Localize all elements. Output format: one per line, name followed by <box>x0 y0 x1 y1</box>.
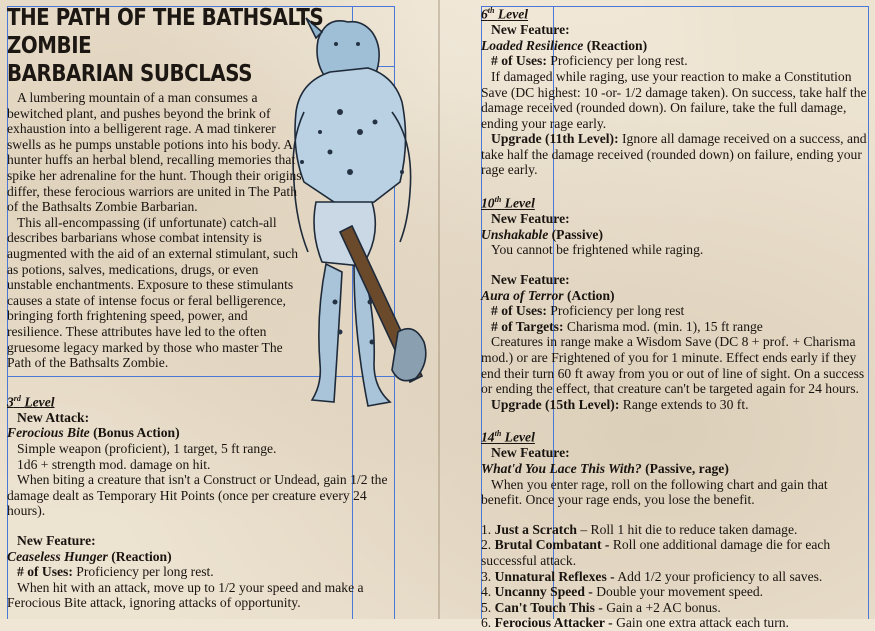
title-line: BARBARIAN SUBCLASS <box>7 61 253 87</box>
feature-uses: # of Uses: Proficiency per long rest. <box>17 564 214 580</box>
list-item: 5. Can't Touch This - Gain a +2 AC bonus. <box>481 599 721 615</box>
level-heading: 10th Level <box>481 195 535 211</box>
feature-uses: # of Uses: Proficiency per long rest <box>491 303 685 319</box>
list-item: 3. Unnatural Reflexes - Add 1/2 your proficiency to all saves. <box>481 568 823 584</box>
benefit-list <box>481 522 871 631</box>
page-fold <box>438 0 440 619</box>
feature-name: Aura of Terror (Action) <box>481 287 615 303</box>
left-page <box>7 0 397 611</box>
feature-kind: New Feature: <box>491 22 570 38</box>
level-heading: 6th Level <box>481 6 529 22</box>
feature-kind: New Feature: <box>491 211 570 227</box>
feature-name: Loaded Resilience (Reaction) <box>481 37 648 53</box>
feature-kind: New Feature: <box>17 532 96 548</box>
list-item: 4. Uncanny Speed - Double your movement speed. <box>481 584 764 600</box>
feature-text: When hit with an attack, move up to 1/2 your speed and make a Ferocious Bite attack, ignoring attacks of opportunity. <box>7 579 364 611</box>
level-heading: 14th Level <box>481 429 535 445</box>
list-item: 1. Just a Scratch – Roll 1 hit die to reduce taken damage. <box>481 521 798 537</box>
feature-kind: New Feature: <box>491 271 570 287</box>
feature-upgrade: Upgrade (11th Level): Ignore all damage received on a success, and take half the damage received (rounded down) on failure, ending your rage early. <box>481 131 867 178</box>
right-page <box>481 0 871 631</box>
intro-paragraph: A lumbering mountain of a man consumes a bewitched plant, and pushes beyond the brink of exhaustion into a belligerent rage. A mad tinkerer swells as he pumps unstable potions into his body. A hunter huffs an herbal blend, recalling memories that spike her adrenaline for the hunt. Though their origins differ, these ferocious warriors are united in The Path of the Bathsalts Zombie Barbarian. <box>7 90 302 215</box>
title-line: THE PATH OF THE BATHSALTS ZOMBIE <box>7 5 324 59</box>
feature-text: Simple weapon (proficient), 1 target, 5 ft range. <box>17 441 277 456</box>
feature-text: You cannot be frightened while raging. <box>491 242 704 258</box>
feature-name: What'd You Lace This With? (Passive, rage) <box>481 461 729 477</box>
feature-kind: New Attack: <box>17 409 90 425</box>
feature-text: 1d6 + strength mod. damage on hit. <box>17 456 211 472</box>
level-heading: 3rd Level <box>7 393 55 410</box>
feature-text: When biting a creature that isn't a Construct or Undead, gain 1/2 the damage dealt as Temporary Hit Points (once per creature every 24 hours). <box>7 472 388 519</box>
feature-upgrade: Upgrade (15th Level): Range extends to 30 ft. <box>491 396 749 412</box>
feature-kind: New Feature: <box>491 445 570 461</box>
page-title <box>7 4 351 88</box>
feature-targets: # of Targets: Charisma mod. (min. 1), 15 ft range <box>491 318 763 334</box>
feature-text: When you enter rage, roll on the following chart and gain that benefit. Once your rage ends, you lose the benefit. <box>481 476 828 508</box>
feature-text: Creatures in range make a Wisdom Save (DC 8 + prof. + Charisma mod.) or are Frightened of you for 1 minute. Effect ends early if they end their turn 60 ft away from you or out of line of sight. On a success or ending the effect, that creature can't be targeted again for 24 hours. <box>481 334 865 397</box>
list-item: 6. Ferocious Attacker - Gain one extra attack each turn. <box>481 615 789 631</box>
feature-text: If damaged while raging, use your reaction to make a Constitution Save (DC highest: 10 -or- 1/2 damage taken). On success, take half the damage received (rounded down). On failure, take the full damage, ending your rage early. <box>481 68 867 131</box>
intro-paragraph: This all-encompassing (if unfortunate) catch-all describes barbarians whose combat intensity is augmented with the aid of an external stimulant, such as potions, salves, medications, drugs, or even unstable enchantments. Exposure to these stimulants causes a state of intense focus or feral belligerence, bringing forth frightening speed, power, and resilience. These attributes have led to the often gruesome legacy marked by those who master The Path of the Bathsalts Zombie. <box>7 214 299 371</box>
list-item: 2. Brutal Combatant - Roll one additional damage die for each successful attack. <box>481 537 831 568</box>
feature-name: Unshakable (Passive) <box>481 226 603 242</box>
feature-name: Ferocious Bite (Bonus Action) <box>7 425 180 441</box>
feature-name: Ceaseless Hunger (Reaction) <box>7 548 172 564</box>
feature-uses: # of Uses: Proficiency per long rest. <box>491 53 688 69</box>
